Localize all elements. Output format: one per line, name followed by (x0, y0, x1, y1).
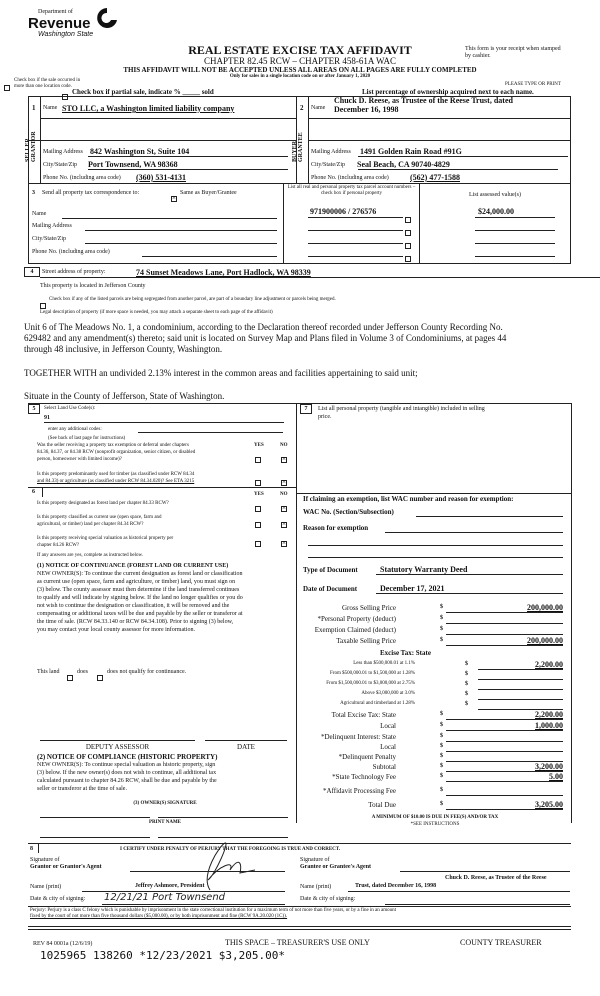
grantor-name-label: Name (print) (30, 884, 62, 890)
corr-phone-label: Phone No. (including area code) (32, 249, 110, 255)
see-back-note: (See back of last page for instructions) (48, 436, 126, 441)
form-warning: THIS AFFIDAVIT WILL NOT BE ACCEPTED UNLESS ALL AREAS ON ALL PAGES ARE FULLY COMPLETED (123, 66, 477, 74)
tax-row-line (446, 741, 563, 742)
doc-date[interactable]: December 17, 2021 (380, 584, 445, 593)
dollar-sign: $ (440, 801, 443, 807)
treasurer-use-label: THIS SPACE – TREASURER'S USE ONLY (225, 938, 370, 947)
dollar-sign: $ (440, 743, 443, 749)
reason-field[interactable] (385, 532, 563, 533)
dollar-sign: $ (440, 626, 443, 632)
minimum-note: A MINIMUM OF $10.00 IS DUE IN FEE(S) AND/OR TAX (371, 815, 499, 820)
dollar-sign: $ (465, 691, 468, 697)
corr-city-field[interactable] (85, 243, 277, 244)
q-historic: chapter 84.26 RCW? (37, 543, 80, 548)
section-4-number: 4 (24, 267, 40, 277)
buyer-name-line1[interactable]: Chuck D. Reese, as Trustee of the Reese Trust, dated (334, 96, 513, 105)
tax-row-label: From $1,500,000.01 to $3,000,000 at 2.75% (326, 681, 415, 686)
dollar-sign: $ (465, 681, 468, 687)
logo-state: Washington State (38, 31, 94, 38)
if-yes-note: If any answers are yes, complete as instructed below. (37, 553, 144, 558)
grantee-name-label: Name (print) (300, 884, 332, 890)
dollar-sign: $ (465, 671, 468, 677)
grantor-agent-label: Grantor or Grantor's Agent (30, 864, 102, 870)
notice-continuance-title: (1) NOTICE OF CONTINUANCE (FOREST LAND OR CURRENT USE) (37, 563, 229, 569)
does-qualify-checkbox[interactable] (67, 669, 73, 687)
tax-row-line (478, 669, 563, 670)
tax-row-line (446, 809, 563, 810)
corr-name-field[interactable] (62, 218, 277, 219)
seller-side-label: SELLER GRANTOR (25, 131, 37, 162)
buyer-name-line2[interactable]: December 16, 1998 (334, 105, 399, 114)
date-label: DATE (237, 743, 255, 751)
corr-name-label: Name (32, 211, 47, 217)
tax-row-line (446, 612, 563, 613)
seller-phone-label: Phone No. (including area code) (43, 175, 121, 181)
form-only-for: Only for sales in a single location code on or after January 1, 2020 (229, 74, 371, 79)
dollar-sign: $ (440, 763, 443, 769)
assessed-header: List assessed value(s) (469, 192, 521, 198)
section-1-number: 1 (32, 104, 36, 112)
tax-row-line (446, 645, 563, 646)
wac-field[interactable] (416, 516, 563, 517)
legal-line: Situate in the County of Jefferson, State of Washington. (24, 391, 225, 401)
no-header: NO (280, 443, 288, 448)
dollar-sign: $ (440, 711, 443, 717)
assessed-value[interactable]: $24,000.00 (478, 207, 514, 216)
tax-row-value[interactable]: 2,200.00 (535, 710, 563, 719)
notice-compliance-title: (2) NOTICE OF COMPLIANCE (HISTORIC PROPERTY) (37, 753, 218, 761)
dollar-sign: $ (440, 604, 443, 610)
print-name-label: PRINT NAME (149, 820, 181, 825)
buyer-phone-label: Phone No. (including area code) (311, 175, 389, 181)
corr-mail-label: Mailing Address (32, 223, 72, 229)
buyer-city-label: City/State/Zip (311, 162, 345, 168)
street-address[interactable]: 74 Sunset Meadows Lane, Port Hadlock, WA 98339 (136, 268, 311, 277)
tax-row-label: Gross Selling Price (341, 604, 396, 612)
street-address-label: Street address of property: (42, 269, 106, 275)
legal-line: TOGETHER WITH an undivided 2.13% interest in the common areas and facilities appertaining to said unit; (24, 368, 418, 378)
no-header: NO (280, 492, 288, 497)
seller-mail[interactable]: 842 Washington St, Suite 104 (90, 147, 190, 156)
personal-property-checkbox[interactable] (405, 250, 411, 268)
segregated-label: Check box if any of the listed parcels are being segregated from another parcel, are part of a boundary line adjustment or parcels being merged. (49, 297, 336, 302)
dollar-sign: $ (440, 787, 443, 793)
certify-statement: I CERTIFY UNDER PENALTY OF PERJURY THAT THE FOREGOING IS TRUE AND CORRECT. (120, 847, 341, 852)
section-8-number: 8 (30, 846, 33, 852)
buyer-phone[interactable]: (562) 477-1588 (410, 173, 460, 182)
owner-signature-line[interactable] (158, 817, 288, 818)
seller-phone[interactable]: (360) 531-4131 (136, 173, 186, 182)
seller-city[interactable]: Port Townsend, WA 98368 (88, 160, 178, 169)
tax-row-label: *State Technology Fee (332, 773, 396, 781)
buyer-city[interactable]: Seal Beach, CA 90740-4829 (357, 160, 450, 169)
seller-city-label: City/State/Zip (43, 162, 77, 168)
tax-row-label: Agricultural and timberland at 1.28% (340, 701, 415, 706)
parcel-header: List all real and personal property tax parcel account numbers – check box if personal property (287, 185, 416, 196)
reason-label: Reason for exemption (303, 524, 369, 532)
dollar-sign: $ (440, 773, 443, 779)
grantee-sig-label: Signature of (300, 857, 330, 863)
tax-row-line (446, 781, 563, 782)
tax-row-label: Total Excise Tax: State (331, 711, 396, 719)
treasurer-stamp: 1025965 138260 *12/23/2021 $3,205.00* (40, 949, 286, 962)
tax-row-label: Subtotal (372, 763, 396, 771)
perjury-note: fixed by the court of not more than five thousand dollars ($5,000.00), or by both imprisonment and fine (RCW 9A.20.020 (1C)). (30, 914, 288, 919)
exemption-yes-checkbox[interactable] (255, 451, 261, 469)
notice-line: (3) below. The county assessor must then determine if the land transferred continues (37, 587, 240, 593)
multi-location-label: Check box if the sale occurred in more than one location code. (14, 78, 81, 89)
notice-line: seller or transferor at the time of sale. (37, 786, 127, 792)
exemption-label: If claiming an exemption, list WAC number and reason for exemption: (303, 495, 514, 503)
notice-line: not wish to continue the designation or classification, it will be removed and the (37, 603, 230, 609)
yes-header: YES (254, 492, 264, 497)
tax-row-line (446, 623, 563, 624)
owner-signature-line[interactable] (40, 817, 150, 818)
perjury-note: Perjury: Perjury is a class C felony which is punishable by imprisonment in the state correctional institution for a maximum term of not more than five years, or by a fine in an amount (30, 908, 397, 913)
wac-label: WAC No. (Section/Subsection) (303, 508, 394, 516)
tax-row-value[interactable]: 3,205.00 (535, 800, 563, 809)
dollar-sign: $ (440, 753, 443, 759)
does-label: does (77, 669, 88, 675)
grantee-signature-field[interactable] (400, 871, 570, 872)
tax-row-value[interactable]: 200,000.00 (527, 603, 563, 612)
grantor-date-label: Date & city of signing: (30, 896, 86, 902)
deputy-assessor-line[interactable] (40, 740, 195, 741)
seller-mail-label: Mailing Address (43, 149, 83, 155)
legal-line: through 48 inclusive, in Jefferson County, Washington. (24, 344, 223, 354)
q-timber-line: and 84.33) or agriculture (as classified under RCW 84.34.020)? See ETA 3215 (37, 479, 195, 484)
form-title: REAL ESTATE EXCISE TAX AFFIDAVIT (188, 43, 412, 57)
timber-no-checkbox[interactable] (281, 474, 287, 492)
tax-row-label: Local (380, 722, 396, 730)
tax-row-label: Local (380, 743, 396, 751)
tax-row-label: *Personal Property (deduct) (317, 615, 396, 623)
same-as-buyer-label: Same as Buyer/Grantee (180, 190, 237, 196)
q-forest: Is this property designated as forest land per chapter 84.33 RCW? (37, 501, 169, 506)
see-instructions: *SEE INSTRUCTIONS (410, 822, 460, 827)
land-use-code[interactable]: 91 (44, 415, 50, 421)
parcel-number[interactable]: 971900006 / 276576 (310, 207, 377, 216)
tax-row-value[interactable]: 1,000.00 (535, 721, 563, 730)
notice-line: you may contact your local county assessor for more information. (37, 627, 195, 633)
county-note: This property is located in Jefferson County (40, 283, 146, 289)
legal-line: 629482 and any amendment(s) thereto; said unit is located on Survey Map and Plans filed in Volume 3 of Condominiums, at pages 44 (24, 333, 507, 343)
tax-row-line (446, 719, 563, 720)
tax-row-line (446, 751, 563, 752)
receipt-note: This form is your receipt when stamped by cashier. (465, 46, 561, 59)
corr-phone-field[interactable] (142, 256, 277, 257)
notice-line: NEW OWNER(S): To continue special valuation as historic property, sign (37, 762, 216, 768)
tax-row-label: Taxable Selling Price (336, 637, 396, 645)
tax-row-label: *Affidavit Processing Fee (323, 787, 396, 795)
section-3-number: 3 (32, 190, 35, 196)
doc-type[interactable]: Statutory Warranty Deed (380, 565, 468, 574)
tax-row-line (478, 699, 563, 700)
buyer-name-label: Name (311, 105, 326, 111)
notice-line: NEW OWNER(S): To continue the current designation as forest land or classification (37, 571, 243, 577)
notice-line: (3) below. If the new owner(s) does not wish to continue, all additional tax (37, 770, 217, 776)
tax-row-label: From $500,000.01 to $1,500,000 at 1.28% (330, 671, 415, 676)
personal-property-label: List all personal property (tangible and intangible) included in selling (318, 406, 485, 412)
legal-line: Unit 6 of The Meadows No. 1, a condominium, according to the Declaration thereof recorded under Jefferson County Recording No. (24, 322, 503, 332)
tax-row-line (478, 689, 563, 690)
dollar-sign: $ (465, 701, 468, 707)
legal-description-label: Legal description of property (if more space is needed, you may attach a separate sheet to each page of the affidavit) (40, 310, 273, 315)
buyer-mail-label: Mailing Address (311, 149, 351, 155)
same-as-buyer-checkbox[interactable] (171, 190, 177, 208)
seller-name[interactable]: STO LLC, a Washington limited liability company (62, 104, 235, 113)
grantee-name-line2[interactable]: Trust, dated December 16, 1998 (355, 883, 437, 889)
partial-sale-label: Check box if partial sale, indicate % _____ sold (72, 88, 214, 96)
grantee-agent-label: Grantee or Grantee's Agent (300, 864, 372, 870)
assessor-date-line[interactable] (205, 740, 287, 741)
q-current-use: agricultural, or timber) land per chapter 84.34 RCW? (37, 522, 144, 527)
historic-no-checkbox[interactable] (281, 535, 287, 553)
form-revision: REV 84 0001a (12/6/19) (33, 941, 93, 947)
land-use-label: Select Land Use Code(s): (44, 406, 96, 411)
notice-line: as current use (open space, farm and agriculture, or timber) land, you must sign on (37, 579, 236, 585)
does-not-label: does not qualify for continuance. (107, 669, 187, 675)
current-use-no-checkbox[interactable] (281, 516, 287, 534)
section-3-label: Send all property tax correspondence to: (42, 190, 140, 196)
buyer-side-label: BUYER GRANTEE (292, 132, 304, 162)
multi-location-checkbox[interactable] (4, 79, 10, 97)
buyer-mail[interactable]: 1491 Golden Rain Road #91G (360, 147, 462, 156)
county-treasurer-label: COUNTY TREASURER (460, 938, 542, 947)
section-2-number: 2 (300, 104, 304, 112)
current-use-yes-checkbox[interactable] (255, 516, 261, 534)
historic-yes-checkbox[interactable] (255, 535, 261, 553)
doc-date-label: Date of Document (303, 585, 358, 593)
q-current-use: Is this property classified as current use (open space, farm and (37, 515, 162, 520)
corr-city-label: City/State/Zip (32, 236, 66, 242)
exemption-no-checkbox[interactable] (281, 451, 287, 469)
this-land-label: This land (37, 669, 60, 675)
dollar-sign: $ (440, 615, 443, 621)
tax-row-label: Total Due (368, 801, 396, 809)
does-not-qualify-checkbox[interactable] (97, 669, 103, 687)
yes-header: YES (254, 443, 264, 448)
q-exemption-line: Was the seller receiving a property tax exemption or deferral under chapters (37, 443, 189, 448)
notice-line: compensating or additional taxes will be due and payable by the seller or transferor at (37, 611, 243, 617)
logo-revenue: Revenue (28, 15, 91, 32)
corr-mail-field[interactable] (85, 230, 277, 231)
grantee-name-line1[interactable]: Chuck D. Reese, as Trustee of the Reese (445, 875, 547, 881)
section-7-number: 7 (300, 404, 312, 414)
section-5-number: 5 (28, 404, 40, 414)
dollar-sign: $ (440, 637, 443, 643)
tax-row-label: Above $3,000,000 at 3.0% (361, 691, 415, 696)
doc-type-label: Type of Document (303, 566, 358, 574)
dollar-sign: $ (440, 733, 443, 739)
tax-row-line (446, 730, 563, 731)
please-type: PLEASE TYPE OR PRINT (505, 82, 561, 87)
tax-row-line (478, 679, 563, 680)
tax-row-value[interactable]: 2,200.00 (535, 660, 563, 669)
additional-codes-field[interactable] (138, 432, 283, 433)
tax-row-value[interactable]: 5.00 (549, 772, 563, 781)
notice-line: the time of sale. (RCW 84.33.140 or RCW 84.34.108). Prior to signing (3) below, (37, 619, 234, 625)
grantor-date-city[interactable]: 12/21/21 Port Townsend (104, 892, 226, 903)
logo-dept: Department of (38, 9, 73, 15)
list-pct-label: List percentage of ownership acquired next to each name. (362, 88, 534, 96)
logo-mountain-icon (96, 6, 118, 30)
excise-tax-label: Excise Tax: State (380, 649, 431, 657)
q-historic: Is this property receiving special valuation as historical property per (37, 536, 174, 541)
grantor-sig-label: Signature of (30, 857, 60, 863)
q-exemption-line: 84.36, 84.37, or 84.38 RCW (nonprofit organization, senior citizen, or disabled (37, 450, 196, 455)
owner-signature-label: (3) OWNER(S) SIGNATURE (133, 801, 197, 806)
grantee-date-field[interactable] (385, 904, 570, 905)
additional-codes-label: enter any additional codes: (48, 427, 102, 432)
tax-row-line (446, 634, 563, 635)
notice-line: to qualify and will indicate by signing below. If the land no longer qualifies or you do (37, 595, 243, 601)
tax-row-line (446, 795, 563, 796)
deputy-assessor-label: DEPUTY ASSESSOR (85, 743, 150, 751)
tax-row-label: Less than $500,000.01 at 1.1% (353, 661, 415, 666)
section-6-number: 6 (32, 489, 35, 495)
tax-row-label: *Delinquent Interest: State (320, 733, 396, 741)
timber-yes-checkbox[interactable] (255, 474, 261, 492)
q-timber-line: Is this property predominantly used for timber (as classified under RCW 84.34 (37, 472, 195, 477)
tax-row-label: *Delinquent Penalty (338, 753, 396, 761)
tax-row-value[interactable]: 3,200.00 (535, 762, 563, 771)
tax-row-value[interactable]: 200,000.00 (527, 636, 563, 645)
dollar-sign: $ (465, 661, 468, 667)
dollar-sign: $ (440, 722, 443, 728)
tax-row-label: Exemption Claimed (deduct) (314, 626, 396, 634)
notice-line: calculated pursuant to chapter 84.26 RCW, shall be due and payable by the (37, 778, 217, 784)
q-exemption-line: person, homeowner with limited income)? (37, 457, 122, 462)
seller-name-label: Name (43, 105, 58, 111)
grantee-date-label: Date & city of signing: (300, 896, 356, 902)
personal-property-label: price. (318, 414, 332, 420)
form-chapter: CHAPTER 82.45 RCW – CHAPTER 458-61A WAC (204, 56, 396, 66)
grantor-name[interactable]: Jeffrey Ashmore, President (135, 883, 205, 889)
